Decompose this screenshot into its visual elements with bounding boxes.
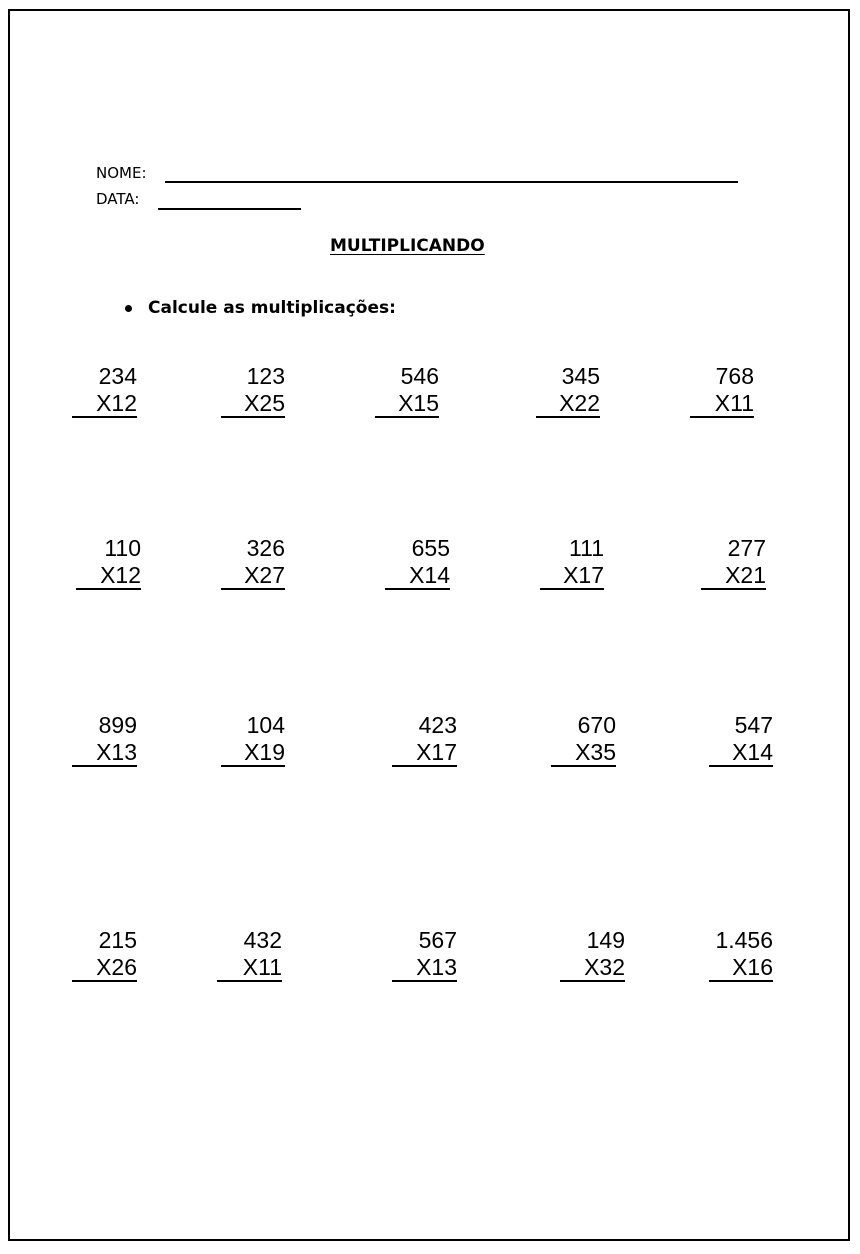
date-label: DATA:	[96, 190, 140, 208]
multiplication-problem	[709, 711, 773, 767]
multiplier: X14	[709, 739, 773, 767]
multiplicand: 546	[400, 363, 439, 389]
multiplicand: 104	[246, 712, 285, 738]
multiplicand: 1.456	[715, 927, 773, 953]
multiplier: X27	[221, 562, 285, 590]
multiplier: X13	[72, 739, 137, 767]
multiplier: X21	[701, 562, 766, 590]
multiplication-problem	[551, 711, 616, 767]
multiplicand: 149	[586, 927, 625, 953]
multiplication-problem	[221, 711, 285, 767]
multiplication-problem	[72, 926, 137, 982]
multiplier: X11	[217, 954, 282, 982]
multiplicand: 432	[243, 927, 282, 953]
multiplier: X26	[72, 954, 137, 982]
multiplier: X25	[221, 390, 285, 418]
name-label: NOME:	[96, 164, 147, 182]
multiplicand: 111	[569, 535, 604, 561]
multiplicand: 670	[577, 712, 616, 738]
multiplicand: 123	[246, 363, 285, 389]
multiplication-problem	[701, 534, 766, 590]
multiplication-problem	[217, 926, 282, 982]
multiplicand: 567	[418, 927, 457, 953]
multiplier: X14	[385, 562, 450, 590]
multiplicand: 423	[418, 712, 457, 738]
multiplier: X16	[709, 954, 773, 982]
multiplier: X35	[551, 739, 616, 767]
multiplication-problem	[392, 711, 457, 767]
multiplicand: 547	[734, 712, 773, 738]
instruction-text: Calcule as multiplicações:	[148, 298, 396, 318]
page-title: MULTIPLICANDO	[330, 236, 485, 256]
multiplication-problem	[76, 534, 141, 590]
name-field[interactable]	[165, 164, 738, 183]
multiplication-problem	[709, 926, 773, 982]
multiplier: X12	[72, 390, 137, 418]
multiplicand: 899	[98, 712, 137, 738]
multiplier: X32	[560, 954, 625, 982]
multiplier: X15	[375, 390, 439, 418]
multiplication-problem	[536, 362, 600, 418]
multiplicand: 326	[246, 535, 285, 561]
multiplicand: 234	[98, 363, 137, 389]
multiplication-problem	[540, 534, 604, 590]
multiplicand: 768	[715, 363, 754, 389]
multiplicand: 110	[104, 535, 141, 561]
multiplicand: 345	[561, 363, 600, 389]
multiplier: X22	[536, 390, 600, 418]
multiplier: X13	[392, 954, 457, 982]
multiplication-problem	[221, 362, 285, 418]
multiplication-problem	[560, 926, 625, 982]
multiplier: X17	[392, 739, 457, 767]
multiplication-problem	[385, 534, 450, 590]
multiplier: X12	[76, 562, 141, 590]
multiplication-problem	[72, 362, 137, 418]
multiplication-problem	[690, 362, 754, 418]
multiplier: X19	[221, 739, 285, 767]
date-field[interactable]	[158, 190, 301, 210]
multiplication-problem	[375, 362, 439, 418]
multiplicand: 277	[727, 535, 766, 561]
bullet-icon	[125, 305, 132, 312]
multiplication-problem	[221, 534, 285, 590]
multiplier: X11	[690, 390, 754, 418]
multiplicand: 215	[98, 927, 137, 953]
multiplier: X17	[540, 562, 604, 590]
instruction	[125, 298, 396, 318]
multiplication-problem	[392, 926, 457, 982]
multiplicand: 655	[411, 535, 450, 561]
multiplication-problem	[72, 711, 137, 767]
